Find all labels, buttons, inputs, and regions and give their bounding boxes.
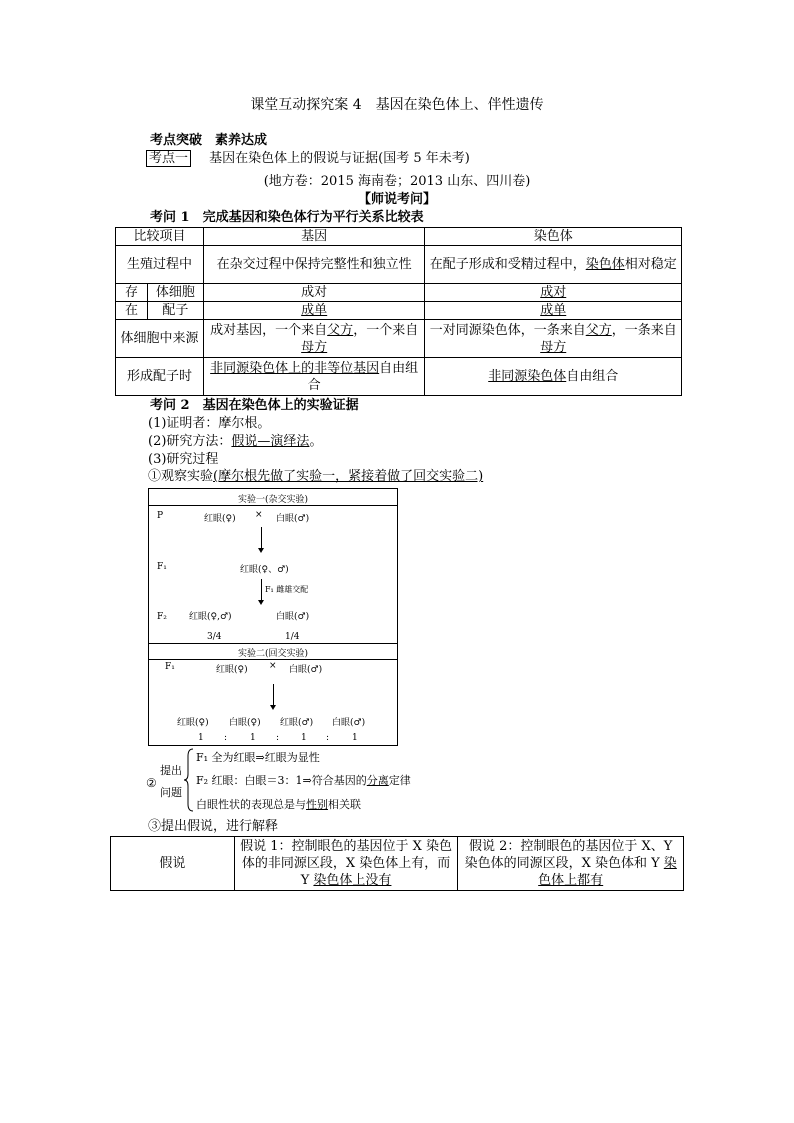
offspring-3: 红眼(♂) xyxy=(280,718,314,728)
f1-offspring: 红眼(♀、♂) xyxy=(240,565,289,575)
table-row xyxy=(116,284,682,302)
cross-symbol: × xyxy=(255,510,263,520)
cell-gene: 成对 xyxy=(203,284,425,302)
table-row xyxy=(116,302,682,320)
cross-symbol: × xyxy=(269,661,277,671)
generation-f2-label: F₂ xyxy=(157,612,167,622)
ratio-red: 3/4 xyxy=(207,632,222,642)
ratio-2: 1 xyxy=(250,733,256,743)
page-title: 课堂互动探究案 4 基因在染色体上、伴性遗传 xyxy=(250,97,544,113)
row-sublabel: 体细胞 xyxy=(147,284,203,302)
problem-label-1: 提出 xyxy=(160,764,182,777)
experiment-2-title: 实验二(回交实验) xyxy=(237,649,309,659)
e2-female: 红眼(♀) xyxy=(216,665,248,675)
item-process: (3)研究过程 xyxy=(148,452,219,467)
f1-mating-note: F₁ 雌雄交配 xyxy=(265,585,309,594)
ratio-colon: : xyxy=(224,733,228,743)
ratio-3: 1 xyxy=(301,733,307,743)
offspring-2: 白眼(♀) xyxy=(229,718,261,728)
bracket-heading: 【师说考问】 xyxy=(357,192,436,207)
item-observe: ①观察实验(摩尔根先做了实验一，紧接着做了回交实验二) xyxy=(148,469,484,484)
step-3-heading: ③提出假说，进行解释 xyxy=(148,819,279,834)
hypothesis-label: 假说 xyxy=(111,837,235,891)
p-male: 白眼(♂) xyxy=(276,514,310,524)
table-row xyxy=(116,358,682,396)
problem-line-3: 白眼性状的表现总是与性别相关联 xyxy=(196,798,361,811)
offspring-1: 红眼(♀) xyxy=(177,718,209,728)
row-sublabel: 配子 xyxy=(147,302,203,320)
down-arrow-icon xyxy=(261,527,262,549)
divider xyxy=(149,505,397,506)
row-label: 生殖过程中 xyxy=(116,246,204,284)
ratio-1: 1 xyxy=(198,733,204,743)
row-label: 形成配子时 xyxy=(116,358,204,396)
cell-gene: 成单 xyxy=(203,302,425,320)
problem-statement xyxy=(146,748,466,818)
header-chromosome: 染色体 xyxy=(425,228,682,246)
hypothesis-1: 假说 1：控制眼色的基因位于 X 染色体的非同源区段，X 染色体上有，而 Y 染色体上没有 xyxy=(234,837,458,891)
comparison-table xyxy=(115,227,682,396)
down-arrow-icon xyxy=(261,579,262,601)
table-row xyxy=(116,320,682,358)
header-gene: 基因 xyxy=(203,228,425,246)
item-prover: (1)证明者：摩尔根。 xyxy=(148,416,271,431)
section-heading: 考点突破 素养达成 xyxy=(150,133,268,148)
f2-red: 红眼(♀,♂) xyxy=(189,612,232,622)
topic-text: 基因在染色体上的假说与证据(国考 5 年未考) xyxy=(209,151,470,166)
e2-generation-label: F₁ xyxy=(165,662,175,672)
question-1-title: 考问 1 完成基因和染色体行为平行关系比较表 xyxy=(150,210,424,225)
row-label: 体细胞中来源 xyxy=(116,320,204,358)
hypothesis-2: 假说 2：控制眼色的基因位于 X、Y 染色体的同源区段，X 染色体和 Y 染色体上都有 xyxy=(458,837,684,891)
down-arrow-icon xyxy=(273,684,274,706)
cell-chromosome: 非同源染色体自由组合 xyxy=(425,358,682,396)
experiment-diagram xyxy=(148,488,398,746)
divider xyxy=(149,659,397,660)
row-label: 在 xyxy=(116,302,148,320)
ratio-colon: : xyxy=(326,733,330,743)
ratio-white: 1/4 xyxy=(285,632,300,642)
cell-chromosome: 在配子形成和受精过程中，染色体相对稳定 xyxy=(425,246,682,284)
source-note: (地方卷：2015 海南卷；2013 山东、四川卷) xyxy=(263,174,531,189)
table-row xyxy=(116,246,682,284)
cell-gene: 成对基因，一个来自父方，一个来自母方 xyxy=(203,320,425,358)
question-2-title: 考问 2 基因在染色体上的实验证据 xyxy=(150,398,359,413)
generation-p-label: P xyxy=(157,511,164,521)
experiment-1-title: 实验一(杂交实验) xyxy=(237,495,309,505)
cell-chromosome: 一对同源染色体，一条来自父方，一条来自母方 xyxy=(425,320,682,358)
topic-line xyxy=(146,150,470,168)
divider xyxy=(149,643,397,644)
hypothesis-table xyxy=(110,836,684,891)
item-method: (2)研究方法：假说—演绎法。 xyxy=(148,434,323,449)
generation-f1-label: F₁ xyxy=(157,562,167,572)
cell-chromosome: 成对 xyxy=(425,284,682,302)
cell-chromosome: 成单 xyxy=(425,302,682,320)
offspring-4: 白眼(♂) xyxy=(332,718,366,728)
f2-white: 白眼(♂) xyxy=(276,612,310,622)
cell-gene: 在杂交过程中保持完整性和独立性 xyxy=(203,246,425,284)
topic-label: 考点一 xyxy=(146,150,191,167)
e2-male: 白眼(♂) xyxy=(289,665,323,675)
problem-line-2: F₂ 红眼：白眼＝3：1⇒符合基因的分离定律 xyxy=(196,774,411,787)
cell-gene: 非同源染色体上的非等位基因自由组合 xyxy=(203,358,425,396)
ratio-colon: : xyxy=(276,733,280,743)
ratio-4: 1 xyxy=(352,733,358,743)
problem-line-1: F₁ 全为红眼⇒红眼为显性 xyxy=(196,751,320,764)
row-label: 存 xyxy=(116,284,148,302)
table-header-row xyxy=(116,228,682,246)
header-item: 比较项目 xyxy=(116,228,204,246)
problem-label-2: 问题 xyxy=(160,786,182,799)
brace-icon xyxy=(184,748,194,812)
table-row xyxy=(111,837,684,891)
problem-number: ② xyxy=(146,776,157,790)
p-female: 红眼(♀) xyxy=(204,514,236,524)
